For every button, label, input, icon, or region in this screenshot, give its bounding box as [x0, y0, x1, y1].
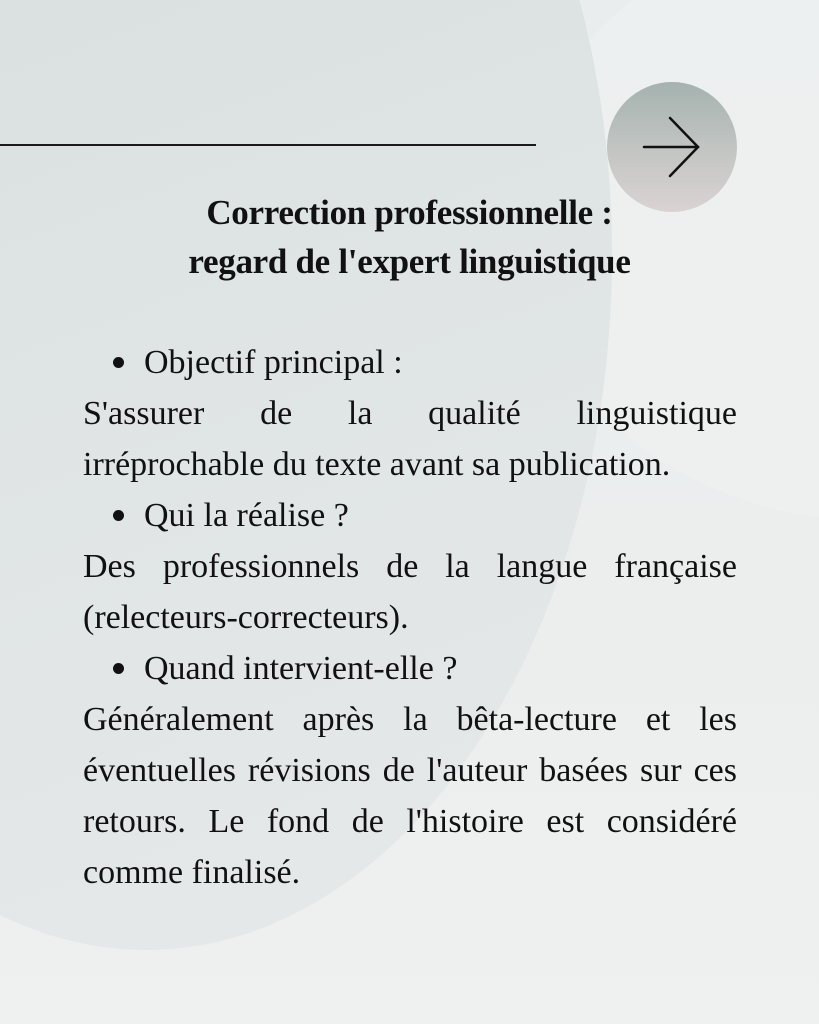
section-body-objective: S'assurer de la qualité linguistique irréprochable du texte avant sa publication. — [83, 395, 737, 483]
bullet-icon — [113, 357, 124, 368]
section-heading-who — [83, 490, 737, 541]
content-body — [83, 337, 737, 898]
arrow-right-icon — [640, 115, 704, 179]
title-line-1: Correction professionnelle : — [206, 193, 613, 232]
section-body-when: Généralement après la bêta-lecture et les éventuelles révisions de l'auteur basées sur ces retours. Le fond de l'histoire est considéré comme finalisé. — [83, 701, 737, 891]
section-heading-when — [83, 643, 737, 694]
section-heading-label: Objectif principal : — [144, 344, 403, 381]
section-heading-objective — [83, 337, 737, 388]
decorative-divider-line — [0, 144, 536, 146]
title-line-2: regard de l'expert linguistique — [188, 242, 631, 281]
section-heading-label: Qui la réalise ? — [144, 497, 349, 534]
bullet-icon — [113, 663, 124, 674]
section-body-who: Des professionnels de la langue française (relecteurs-correcteurs). — [83, 548, 737, 636]
page-title — [0, 188, 819, 286]
bullet-icon — [113, 510, 124, 521]
section-heading-label: Quand intervient-elle ? — [144, 650, 458, 687]
